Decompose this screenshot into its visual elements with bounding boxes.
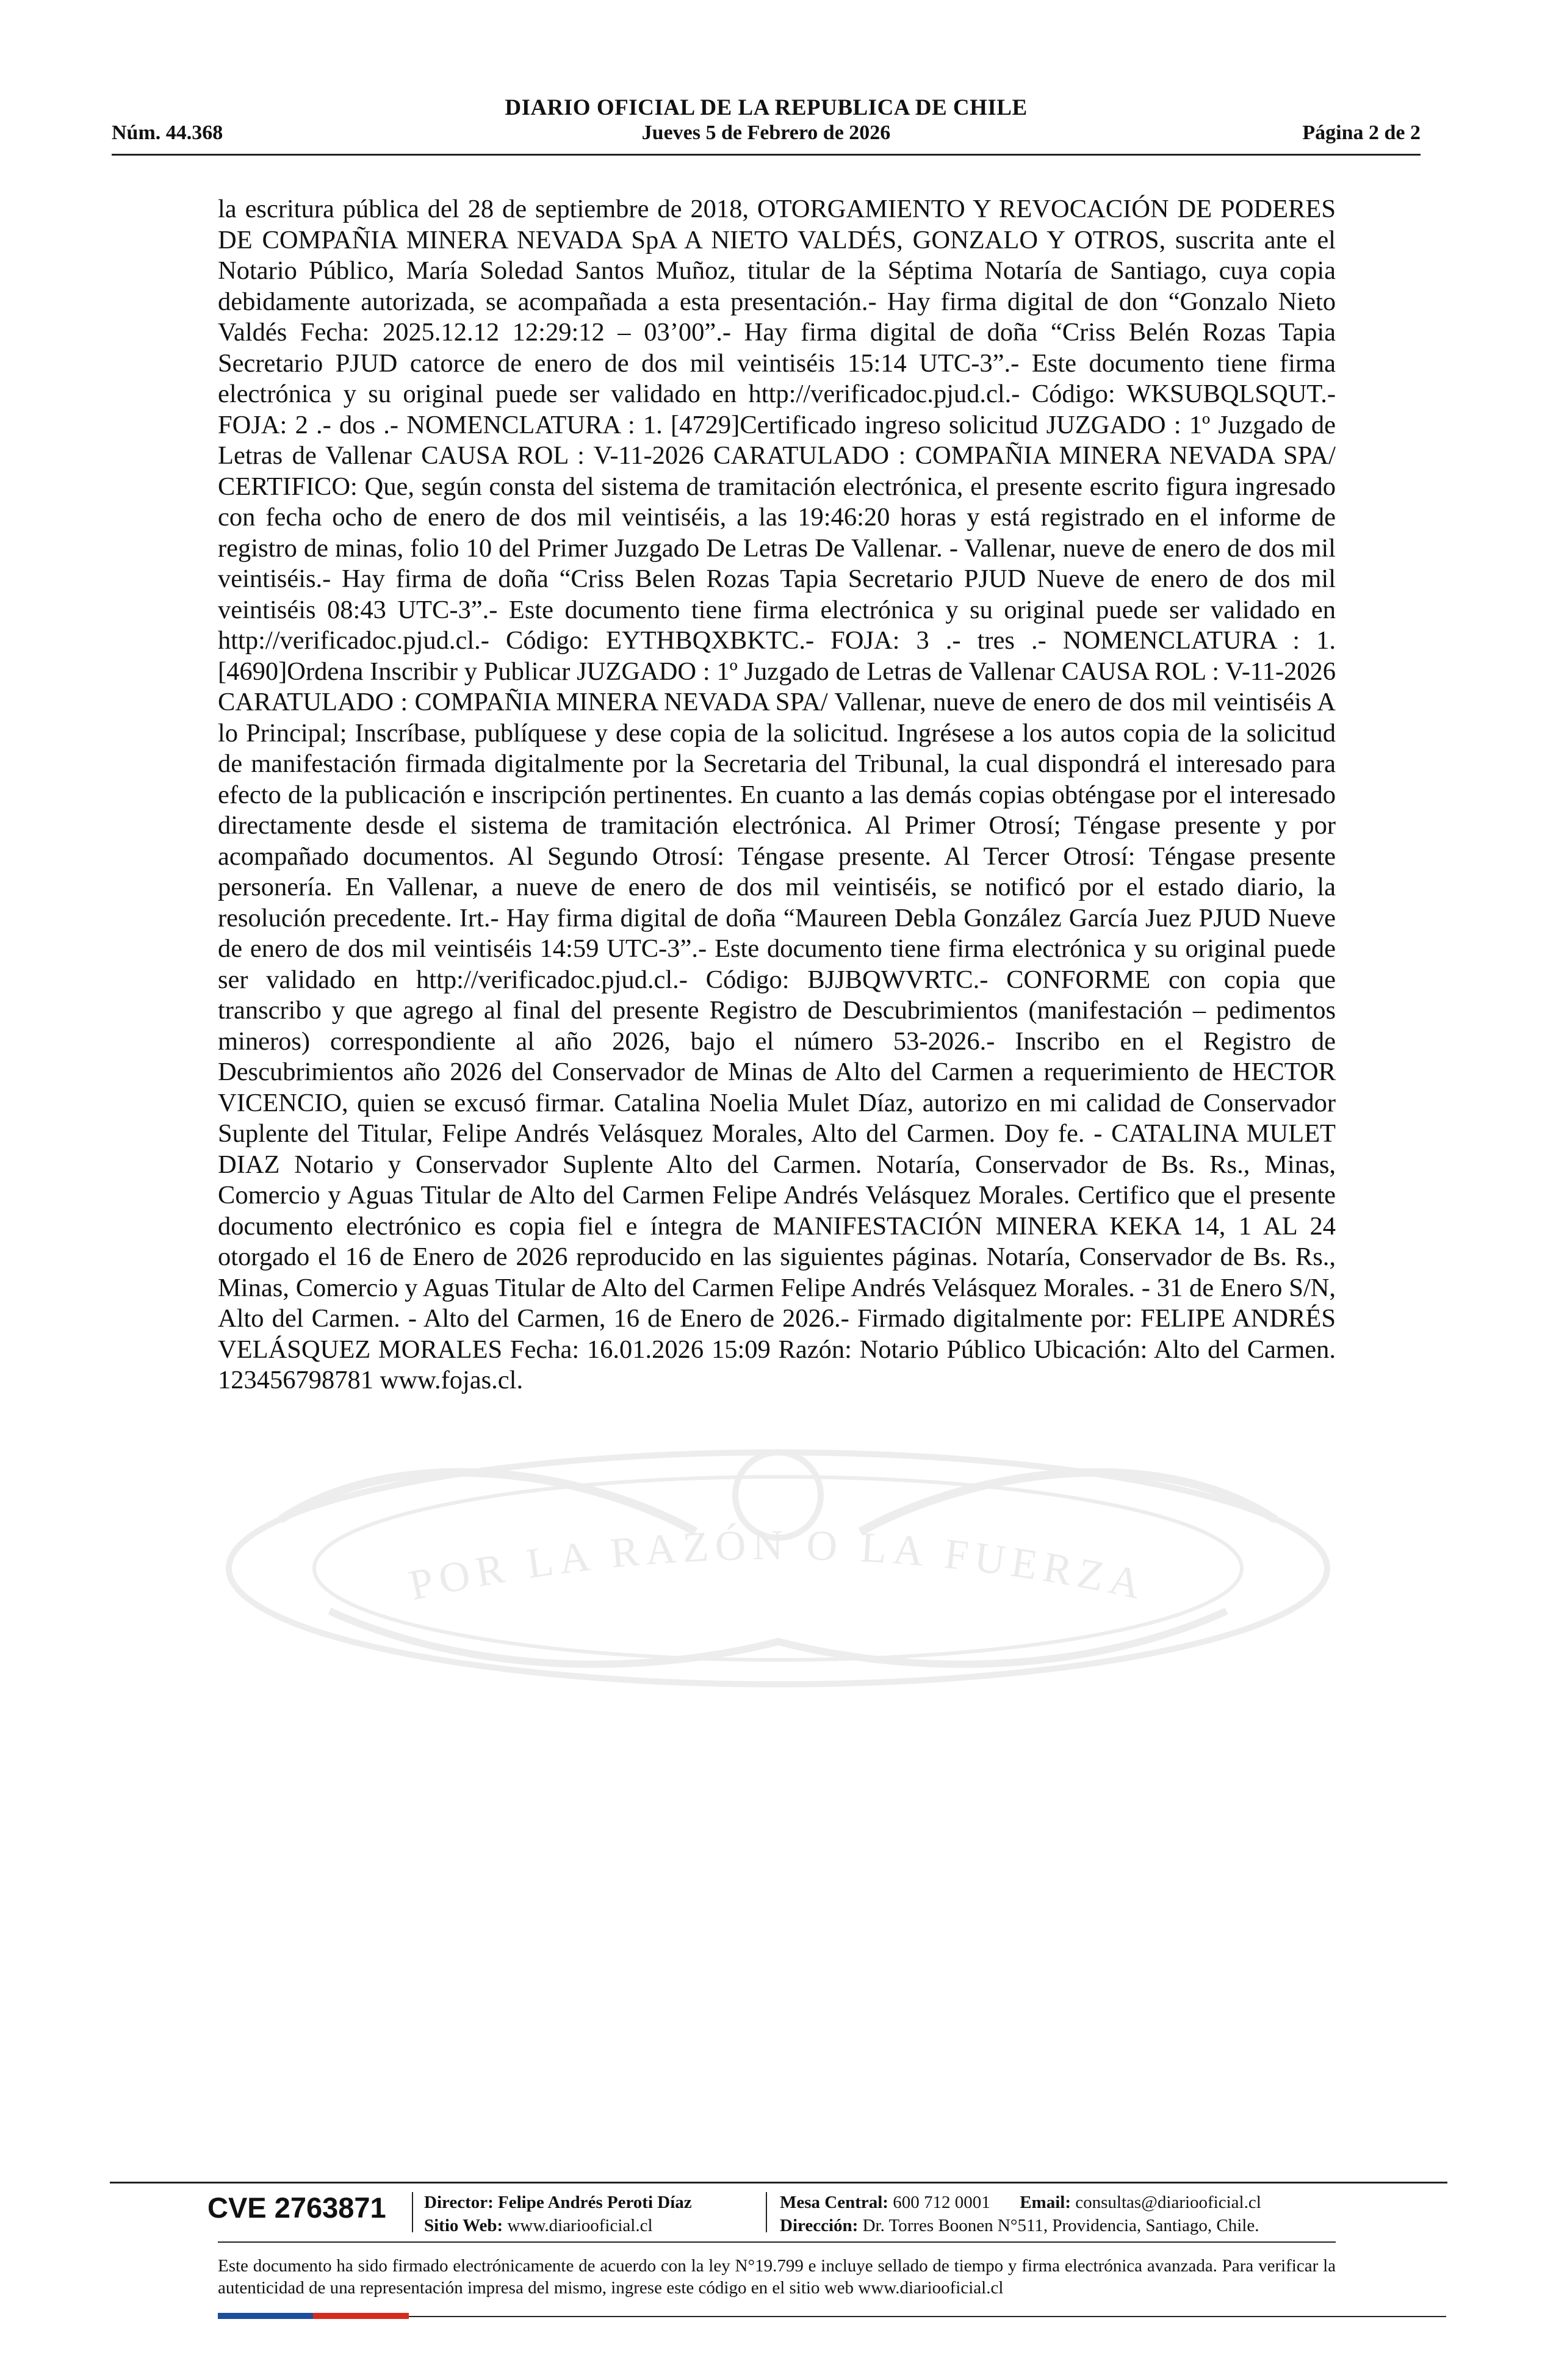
flag-stripe-red: [313, 2313, 409, 2319]
email-link[interactable]: consultas@diariooficial.cl: [1075, 2193, 1261, 2212]
legal-notice: Este documento ha sido firmado electrónicamente de acuerdo con la ley N°19.799 e incluye sellado de tiempo y firma electrónica avanzada. Para verificar la autenticidad de una representación impresa del mismo, ingrese este código en el sitio web www.diariooficial.cl: [218, 2256, 1336, 2298]
cve-code: CVE 2763871: [207, 2191, 386, 2224]
footer-divider-top: [110, 2182, 1447, 2183]
director-label: Director: Felipe Andrés Peroti Díaz: [424, 2193, 692, 2212]
email-label: Email:: [1020, 2193, 1071, 2212]
publication-title: DIARIO OFICIAL DE LA REPUBLICA DE CHILE: [505, 95, 1028, 120]
issue-number: Núm. 44.368: [112, 121, 223, 144]
coat-of-arms-watermark: [207, 1410, 1349, 1697]
phone-label: Mesa Central:: [780, 2193, 888, 2212]
page-indicator: Página 2 de 2: [1302, 121, 1421, 144]
footer-contact-block: [780, 2191, 1261, 2237]
address-text: Dr. Torres Boonen N°511, Providencia, Santiago, Chile.: [862, 2216, 1259, 2235]
footer-separator-2: [766, 2192, 767, 2232]
header-divider: [112, 154, 1421, 156]
website-link[interactable]: www.diariooficial.cl: [507, 2216, 653, 2235]
issue-date: Jueves 5 de Febrero de 2026: [641, 121, 891, 144]
watermark-motto: POR LA RAZÓN O LA FUERZA: [405, 1521, 1151, 1610]
website-label: Sitio Web:: [424, 2216, 503, 2235]
flag-stripe-blue: [218, 2313, 313, 2319]
footer-divider-mid: [218, 2241, 1336, 2243]
page-header: [112, 95, 1421, 153]
footer-director-block: [424, 2191, 692, 2237]
address-label: Dirección:: [780, 2216, 859, 2235]
footer-separator-1: [412, 2192, 413, 2232]
phone-number: 600 712 0001: [893, 2193, 990, 2212]
footer-divider-bottom: [409, 2316, 1446, 2317]
document-body: la escritura pública del 28 de septiembre de 2018, OTORGAMIENTO Y REVOCACIÓN DE PODERES DE COMPAÑIA MINERA NEVADA SpA A NIETO VALDÉS, GONZALO Y OTROS, suscrita ante el Notario Público, María Soledad Santos Muñoz, titular de la Séptima Notaría de Santiago, cuya copia debidamente autorizada, se acompañada a esta presentación.- Hay firma digital de don “Gonzalo Nieto Valdés Fecha: 2025.12.12 12:29:12 – 03’00”.- Hay firma digital de doña “Criss Belén Rozas Tapia Secretario PJUD catorce de enero de dos mil veintiséis 15:14 UTC-3”.- Este documento tiene firma electrónica y su original puede ser validado en http://verificadoc.pjud.cl.- Código: WKSUBQLSQUT.- FOJA: 2 .- dos .- NOMENCLATURA : 1. [4729]Certificado ingreso solicitud JUZGADO : 1º Juzgado de Letras de Vallenar CAUSA ROL : V-11-2026 CARATULADO : COMPAÑIA MINERA NEVADA SPA/ CERTIFICO: Que, según consta del sistema de tramitación electrónica, el presente escrito figura ingresado con fecha ocho de enero de dos mil veintiséis, a las 19:46:20 horas y está registrado en el informe de registro de minas, folio 10 del Primer Juzgado De Letras De Vallenar. - Vallenar, nueve de enero de dos mil veintiséis.- Hay firma de doña “Criss Belen Rozas Tapia Secretario PJUD Nueve de enero de dos mil veintiséis 08:43 UTC-3”.- Este documento tiene firma electrónica y su original puede ser validado en http://verificadoc.pjud.cl.- Código: EYTHBQXBKTC.- FOJA: 3 .- tres .- NOMENCLATURA : 1. [4690]Ordena Inscribir y Publicar JUZGADO : 1º Juzgado de Letras de Vallenar CAUSA ROL : V-11-2026 CARATULADO : COMPAÑIA MINERA NEVADA SPA/ Vallenar, nueve de enero de dos mil veintiséis A lo Principal; Inscríbase, publíquese y dese copia de la solicitud. Ingrésese a los autos copia de la solicitud de manifestación firmada digitalmente por la Secretaria del Tribunal, la cual dispondrá el interesado para efecto de la publicación e inscripción pertinentes. En cuanto a las demás copias obténgase por el interesado directamente desde el sistema de tramitación electrónica. Al Primer Otrosí; Téngase presente y por acompañado documentos. Al Segundo Otrosí: Téngase presente. Al Tercer Otrosí: Téngase presente personería. En Vallenar, a nueve de enero de dos mil veintiséis, se notificó por el estado diario, la resolución precedente. Irt.- Hay firma digital de doña “Maureen Debla González García Juez PJUD Nueve de enero de dos mil veintiséis 14:59 UTC-3”.- Este documento tiene firma electrónica y su original puede ser validado en http://verificadoc.pjud.cl.- Código: BJJBQWVRTC.- CONFORME con copia que transcribo y que agrego al final del presente Registro de Descubrimientos (manifestación – pedimentos mineros) correspondiente al año 2026, bajo el número 53-2026.- Inscribo en el Registro de Descubrimientos año 2026 del Conservador de Minas de Alto del Carmen a requerimiento de HECTOR VICENCIO, quien se excusó firmar. Catalina Noelia Mulet Díaz, autorizo en mi calidad de Conservador Suplente del Titular, Felipe Andrés Velásquez Morales, Alto del Carmen. Doy fe. - CATALINA MULET DIAZ Notario y Conservador Suplente Alto del Carmen. Notaría, Conservador de Bs. Rs., Minas, Comercio y Aguas Titular de Alto del Carmen Felipe Andrés Velásquez Morales. Certifico que el presente documento electrónico es copia fiel e íntegra de MANIFESTACIÓN MINERA KEKA 14, 1 AL 24 otorgado el 16 de Enero de 2026 reproducido en las siguientes páginas. Notaría, Conservador de Bs. Rs., Minas, Comercio y Aguas Titular de Alto del Carmen Felipe Andrés Velásquez Morales. - 31 de Enero S/N, Alto del Carmen. - Alto del Carmen, 16 de Enero de 2026.- Firmado digitalmente por: FELIPE ANDRÉS VELÁSQUEZ MORALES Fecha: 16.01.2026 15:09 Razón: Notario Público Ubicación: Alto del Carmen. 123456798781 www.fojas.cl.: [218, 195, 1336, 1394]
